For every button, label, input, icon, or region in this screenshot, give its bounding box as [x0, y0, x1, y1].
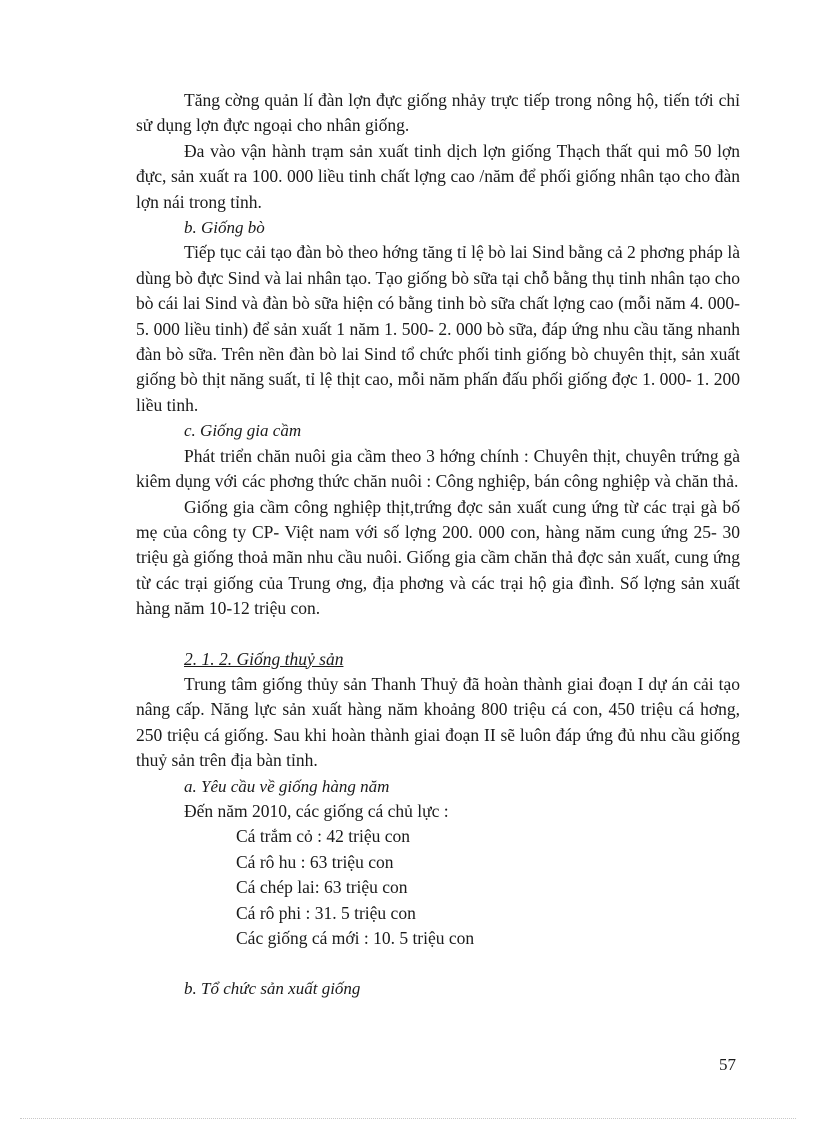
page-number: 57 — [719, 1055, 736, 1074]
heading-aquaculture: 2. 1. 2. Giống thuỷ sản — [184, 648, 344, 669]
paragraph-cattle: Tiếp tục cải tạo đàn bò theo hớng tăng tỉ lệ bò lai Sind bằng cả 2 phơng pháp là dùng bò đực Sind và lai nhân tạo. Tạo giống bò sữa tại chỗ bằng thụ tinh nhân tạo cho bò cái lai Sind và đàn bò sữa hiện có bằng tinh bò sữa chất lợng cao (mỗi năm 4. 000-5. 000 liều tinh) để sản xuất 1 năm 1. 500- 2. 000 bò sữa, đáp ứng nhu cầu tăng nhanh đàn bò sữa. Trên nền đàn bò lai Sind tổ chức phối tinh giống bò chuyên thịt, sản xuất giống bò thịt năng suất, tỉ lệ thịt cao, mỗi năm phấn đấu phối giống đợc 1. 000- 1. 200 liều tinh. — [136, 242, 740, 415]
heading-organize-production: b. Tổ chức sản xuất giống — [184, 979, 361, 999]
paragraph-pig-management: Tăng cờng quản lí đàn lợn đực giống nhảy trực tiếp trong nông hộ, tiến tới chỉ sử dụng lợn đực ngoại cho nhân giống. — [136, 90, 740, 136]
list-item: Cá trắm cỏ : 42 triệu con — [236, 826, 410, 847]
paragraph-poultry-directions: Phát triển chăn nuôi gia cầm theo 3 hớng chính : Chuyên thịt, chuyên trứng gà kiêm dụng với các phơng thức chăn nuôi : Công nghiệp, bán công nghiệp và chăn thả. — [136, 445, 740, 492]
list-item: Các giống cá mới : 10. 5 triệu con — [236, 928, 475, 948]
paragraph-poultry-supply: Giống gia cầm công nghiệp thịt,trứng đợc sản xuất cung ứng từ các trại gà bố mẹ của công ty CP- Việt nam với số lợng 200. 000 con, hàng năm cung ứng 25- 30 triệu gà giống thoả mãn nhu cầu nuôi. Giống gia cầm chăn thả đợc sản xuất, cung ứng từ các trại giống của Trung ơng, địa phơng và các trại hộ gia đình. Số lợng sản xuất hàng năm 10-12 triệu con. — [136, 496, 740, 619]
list-item: Cá rô phi : 31. 5 triệu con — [236, 902, 416, 923]
paragraph-aquaculture-center: Trung tâm giống thủy sản Thanh Thuỷ đã hoàn thành giai đoạn I dự án cải tạo nâng cấp. Năng lực sản xuất hàng năm khoảng 800 triệu cá con, 450 triệu cá hơng, 250 triệu cá giống. Sau khi hoàn thành giai đoạn II sẽ luôn đáp ứng đủ nhu cầu giống thuỷ sản trên địa bàn tỉnh. — [136, 673, 740, 771]
list-item: Cá chép lai: 63 triệu con — [236, 877, 408, 898]
paragraph-fish-intro: Đến năm 2010, các giống cá chủ lực : — [184, 800, 449, 821]
document-body — [136, 88, 740, 1002]
heading-annual-requirements: a. Yêu cầu về giống hàng năm — [184, 776, 390, 796]
heading-poultry: c. Giống gia cầm — [184, 421, 302, 441]
footer-divider — [20, 1118, 796, 1119]
list-item: Cá rô hu : 63 triệu con — [236, 851, 394, 872]
heading-cattle: b. Giống bò — [184, 218, 265, 238]
paragraph-semen-station: Đa vào vận hành trạm sản xuất tinh dịch lợn giống Thạch thất qui mô 50 lợn đực, sản xuất ra 100. 000 liều tinh chất lợng cao /năm để phối giống nhân tạo cho đàn lợn nái trong tỉnh. — [136, 140, 740, 212]
